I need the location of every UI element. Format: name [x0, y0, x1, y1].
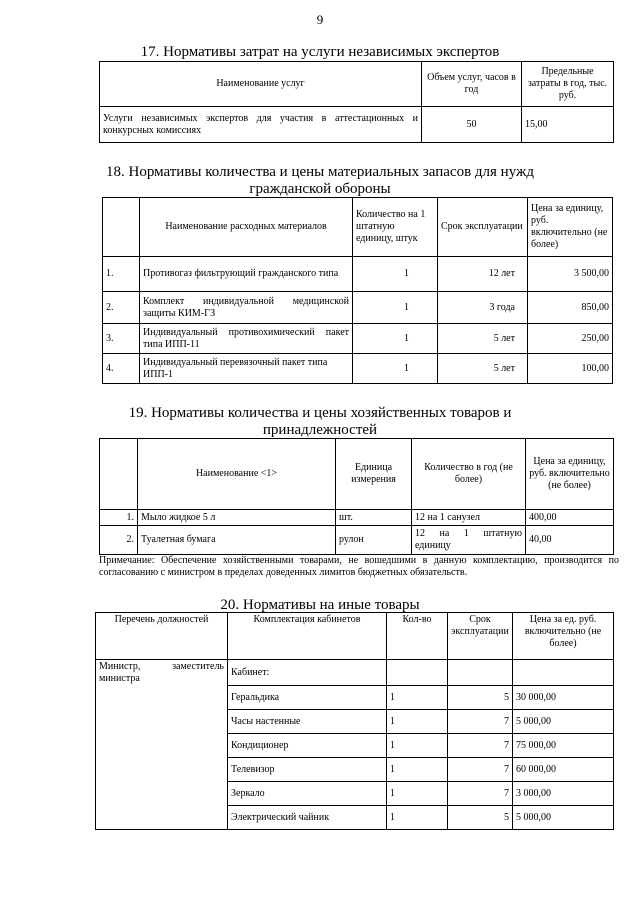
item-term: 7	[448, 734, 513, 758]
header-positions: Перечень должностей	[96, 613, 228, 660]
table-19	[99, 438, 614, 555]
row-num: 1.	[100, 510, 138, 526]
page-number: 9	[316, 12, 324, 27]
service-name: Услуги независимых экспертов для участия в аттестационных и конкурсных комиссиях	[100, 107, 422, 143]
table-row	[103, 324, 613, 354]
item-term: 5	[448, 806, 513, 830]
header-qty: Кол-во	[387, 613, 448, 660]
section-19-note: Примечание: Обеспечение хозяйственными товарами, не вошедшими в данную комплектацию, производится по согласованию с министром в пределах доведенных лимитов бюджетных обязательств.	[99, 555, 619, 578]
material-qty: 1	[353, 257, 438, 292]
table-row	[100, 526, 614, 555]
table-row	[100, 510, 614, 526]
item-name: Часы настенные	[228, 710, 387, 734]
goods-qty: 12 на 1 штатную единицу	[412, 526, 526, 555]
material-price: 250,00	[528, 324, 613, 354]
table-row	[100, 107, 614, 143]
row-num: 3.	[103, 324, 140, 354]
goods-name: Мыло жидкое 5 л	[138, 510, 336, 526]
table-row	[103, 257, 613, 292]
material-term: 5 лет	[438, 324, 528, 354]
header-qty: Количество на 1 штатную единицу, штук	[353, 198, 438, 257]
row-num: 2.	[100, 526, 138, 555]
section-18-title-line2: гражданской обороны	[249, 181, 391, 197]
section-20-title: 20. Нормативы на иные товары	[220, 597, 420, 613]
item-qty: 1	[387, 806, 448, 830]
item-name: Кондиционер	[228, 734, 387, 758]
section-19-title-line2: принадлежностей	[262, 422, 378, 438]
material-price: 3 500,00	[528, 257, 613, 292]
item-qty: 1	[387, 686, 448, 710]
item-price: 5 000,00	[513, 710, 614, 734]
material-term: 12 лет	[438, 257, 528, 292]
item-name: Телевизор	[228, 758, 387, 782]
goods-unit: шт.	[336, 510, 412, 526]
service-cost: 15,00	[522, 107, 614, 143]
item-qty: 1	[387, 758, 448, 782]
item-qty: 1	[387, 734, 448, 758]
table-17	[99, 61, 614, 143]
table-row	[103, 292, 613, 324]
item-term: 7	[448, 758, 513, 782]
header-term: Срок эксплуатации	[438, 198, 528, 257]
material-term: 5 лет	[438, 354, 528, 384]
header-price: Цена за единицу, руб. включительно (не более)	[526, 439, 614, 510]
item-qty: 1	[387, 782, 448, 806]
material-price: 850,00	[528, 292, 613, 324]
row-num: 4.	[103, 354, 140, 384]
row-num: 1.	[103, 257, 140, 292]
header-goods-name: Наименование <1>	[138, 439, 336, 510]
section-17-title: 17. Нормативы затрат на услуги независимых экспертов	[140, 44, 500, 60]
material-qty: 1	[353, 354, 438, 384]
row-num: 2.	[103, 292, 140, 324]
header-num	[100, 439, 138, 510]
item-price: 3 000,00	[513, 782, 614, 806]
header-price: Цена за ед. руб. включительно (не более)	[513, 613, 614, 660]
material-name: Индивидуальный противохимический пакет типа ИПП-11	[140, 324, 353, 354]
header-term: Срок эксплуатации	[448, 613, 513, 660]
item-price: 5 000,00	[513, 806, 614, 830]
table-18	[102, 197, 613, 384]
goods-qty: 12 на 1 санузел	[412, 510, 526, 526]
item-term: 7	[448, 782, 513, 806]
item-price: 60 000,00	[513, 758, 614, 782]
goods-name: Туалетная бумага	[138, 526, 336, 555]
item-name: Геральдика	[228, 686, 387, 710]
service-hours: 50	[422, 107, 522, 143]
item-term: 5	[448, 686, 513, 710]
goods-price: 400,00	[526, 510, 614, 526]
header-material: Наименование расходных материалов	[140, 198, 353, 257]
header-qty: Количество в год (не более)	[412, 439, 526, 510]
table-20	[95, 612, 614, 830]
header-price: Цена за единицу, руб. включительно (не более)	[528, 198, 613, 257]
table-row	[103, 354, 613, 384]
item-name: Зеркало	[228, 782, 387, 806]
item-name: Электрический чайник	[228, 806, 387, 830]
goods-unit: рулон	[336, 526, 412, 555]
header-service-name: Наименование услуг	[100, 62, 422, 107]
cabinet-label: Кабинет:	[228, 660, 387, 686]
header-cost: Предельные затраты в год, тыс. руб.	[522, 62, 614, 107]
material-qty: 1	[353, 324, 438, 354]
material-price: 100,00	[528, 354, 613, 384]
header-volume: Объем услуг, часов в год	[422, 62, 522, 107]
item-price: 75 000,00	[513, 734, 614, 758]
item-term: 7	[448, 710, 513, 734]
header-cabinet: Комплектация кабинетов	[228, 613, 387, 660]
section-19-title-line1: 19. Нормативы количества и цены хозяйственных товаров и	[128, 405, 512, 421]
material-name: Противогаз фильтрующий гражданского типа	[140, 257, 353, 292]
section-18-title-line1: 18. Нормативы количества и цены материальных запасов для нужд	[105, 164, 535, 180]
item-qty: 1	[387, 710, 448, 734]
material-term: 3 года	[438, 292, 528, 324]
position-name: Министр, заместитель министра	[96, 660, 228, 830]
item-price: 30 000,00	[513, 686, 614, 710]
material-name: Индивидуальный перевязочный пакет типа ИПП-1	[140, 354, 353, 384]
material-name: Комплект индивидуальной медицинской защиты КИМ-ГЗ	[140, 292, 353, 324]
header-num	[103, 198, 140, 257]
header-unit: Единица измерения	[336, 439, 412, 510]
material-qty: 1	[353, 292, 438, 324]
goods-price: 40,00	[526, 526, 614, 555]
